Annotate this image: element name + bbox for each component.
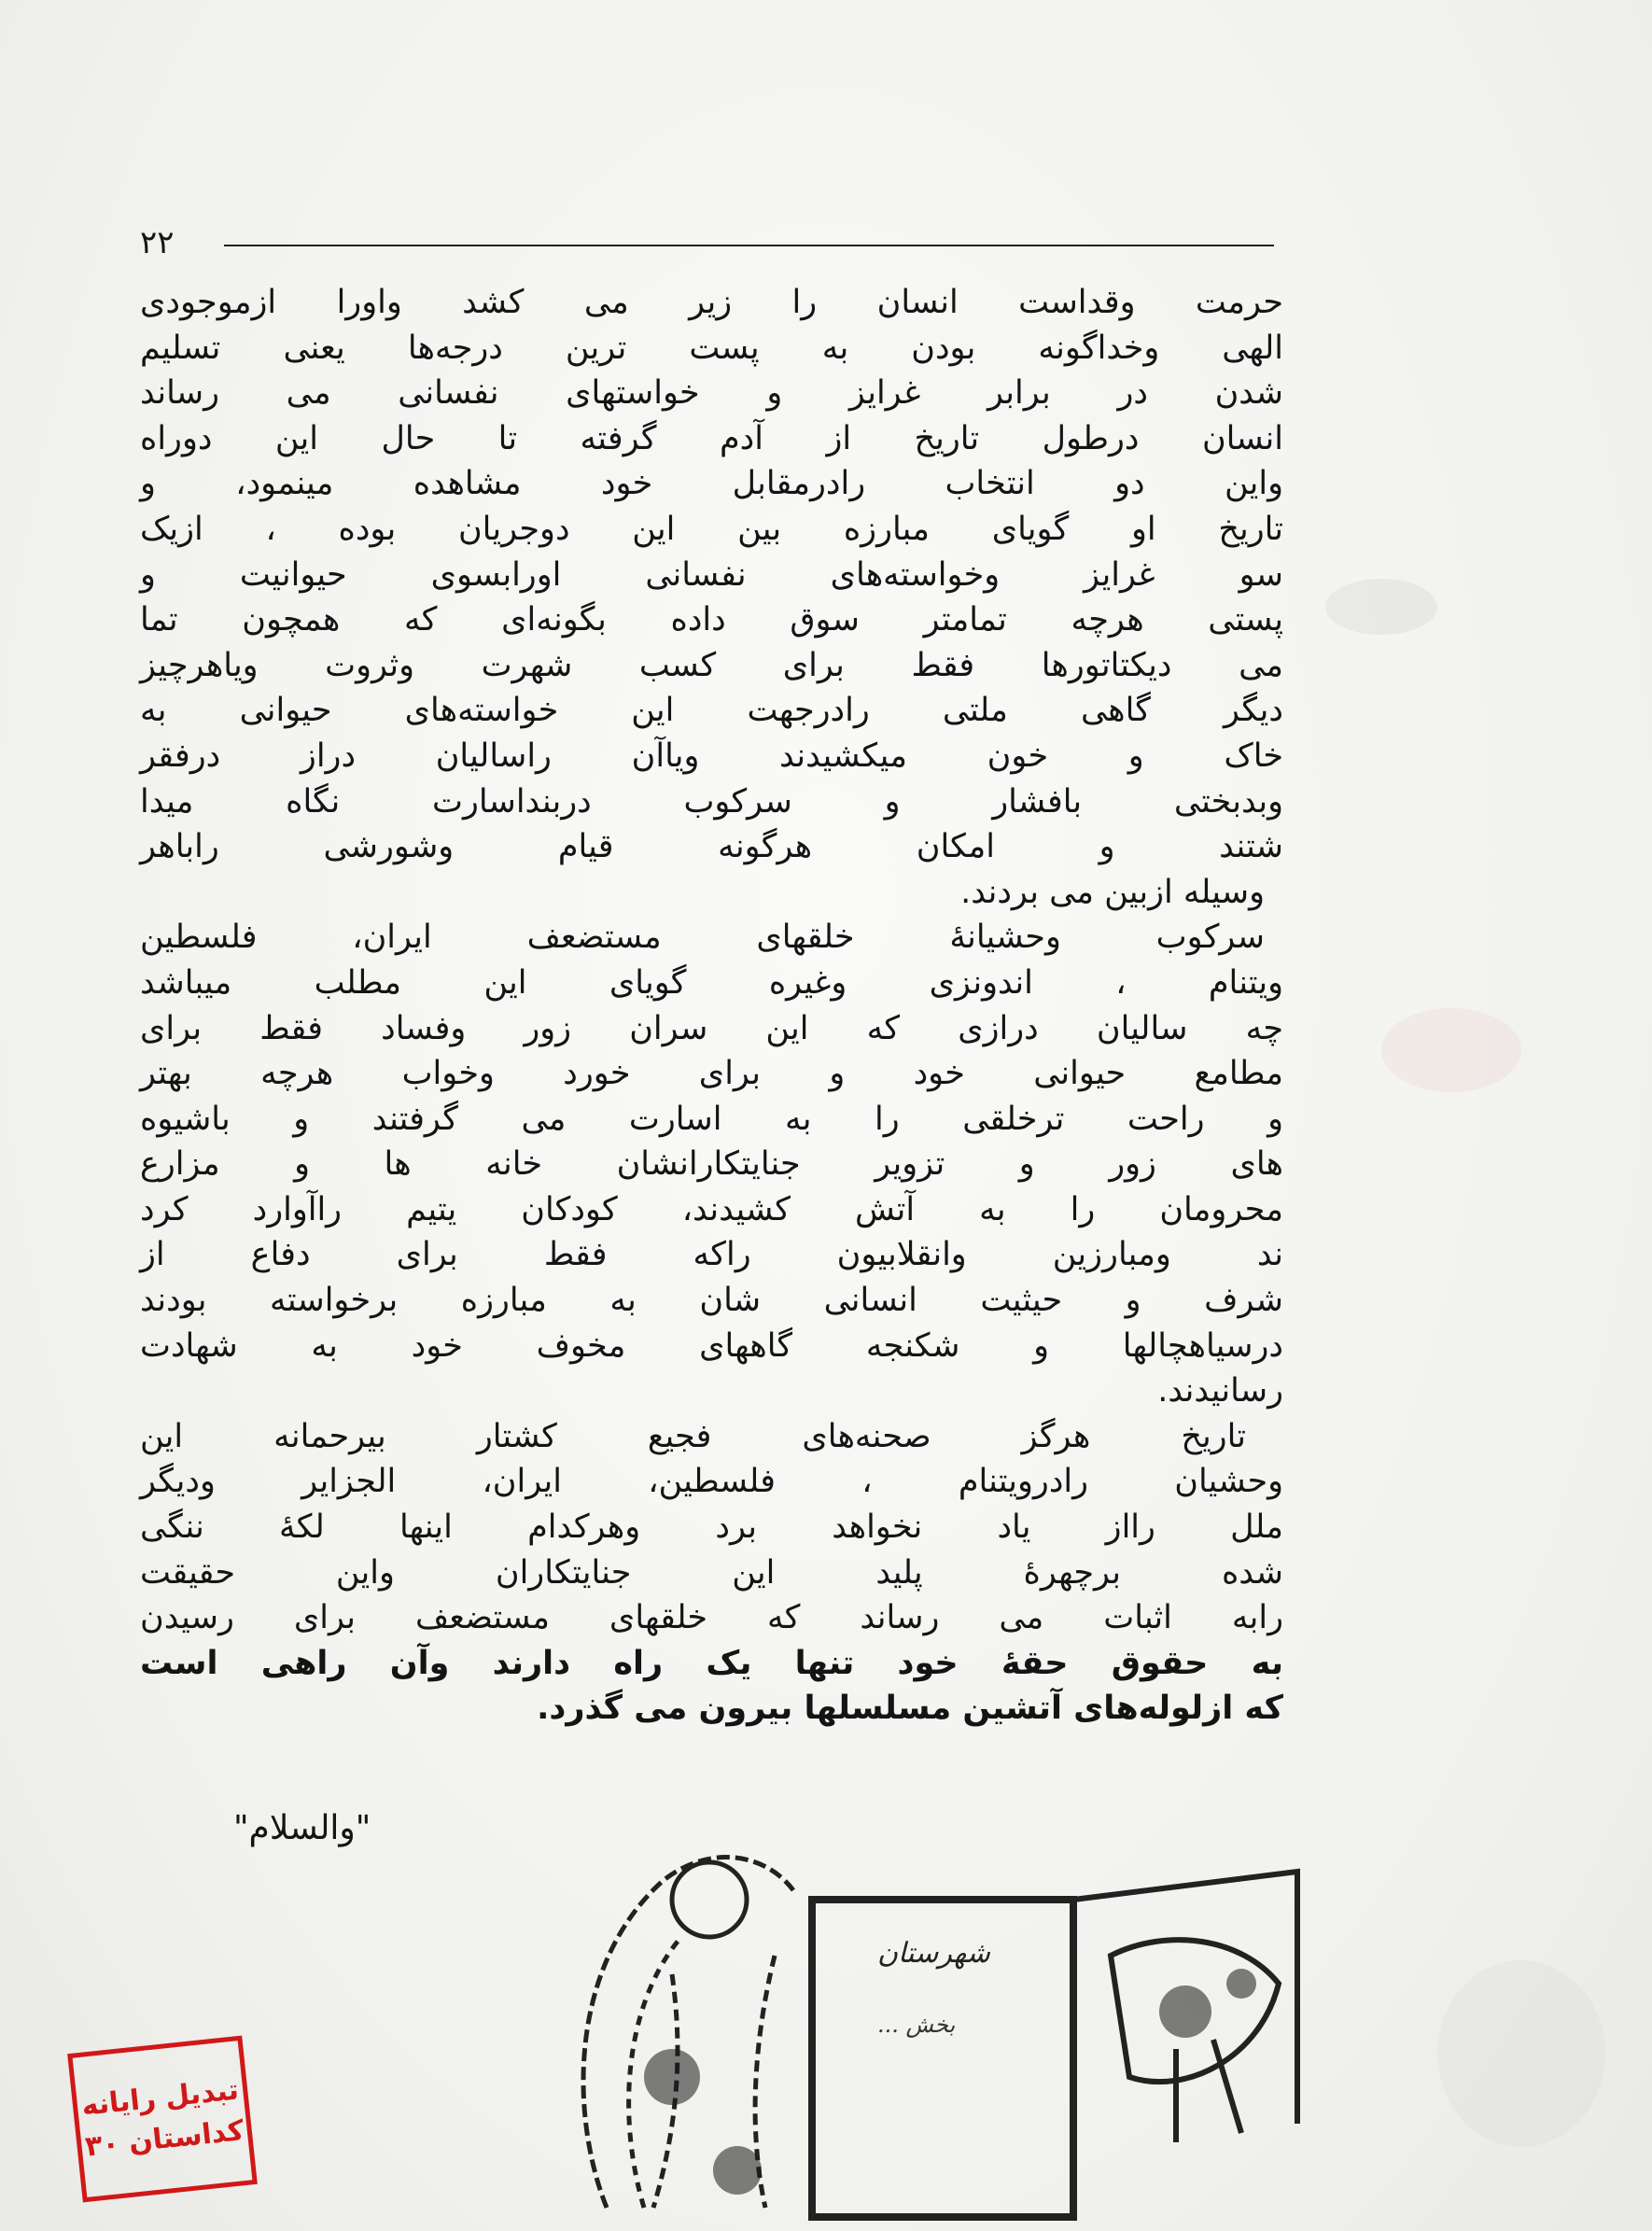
stamp-line: کداستان ۳۰ (83, 2114, 245, 2164)
text-line: وسیله ازبین می بردند. (960, 873, 1265, 911)
text-line: واین دو انتخاب رادرمقابل خود مشاهده مینمود، و (140, 465, 1283, 503)
scan-smudge (1381, 1008, 1521, 1092)
text-line: دیگر گاهی ملتی رادرجهت این خواسته‌های حیوانی به (140, 692, 1283, 730)
paragraph (140, 1414, 1283, 1732)
text-line: سرکوب وحشیانهٔ خلقهای مستضعف ایران، فلسطین (140, 919, 1265, 957)
text-line: می دیکتاتورها فقط برای کسب شهرت وثروت ویاهرچیز (140, 646, 1283, 684)
text-line: ند ومبارزین وانقلابیون راکه فقط برای دفاع از (140, 1236, 1283, 1274)
text-line: وحشیان رادرویتنام ، فلسطین، ایران، الجزایر ودیگر (140, 1463, 1283, 1501)
text-line: شده برچهرهٔ پلید این جنایتکاران واین حقیقت (140, 1553, 1283, 1592)
text-line: حرمت وقداست انسان را زیر می کشد واورا ازموجودی (140, 284, 1283, 321)
text-line: تاریخ او گویای مبارزه بین این دوجریان بوده ، ازیک (140, 510, 1283, 548)
body-text (140, 280, 1283, 1732)
text-line: خاک و خون میکشیدند ویاآن راسالیان دراز درفقر (140, 737, 1283, 775)
text-line: انسان درطول تاریخ از آدم گرفته تا حال این دوراه (140, 419, 1283, 457)
text-line: های زور و تزویر جنایتکارانشان خانه ها و مزارع (140, 1145, 1283, 1184)
text-line: چه سالیان درازی که این سران زور وفساد فقط برای (140, 1009, 1283, 1047)
stamp-line: تبدیل رایانه (79, 2073, 241, 2123)
scan-smudge (1325, 579, 1437, 635)
text-line: محرومان را به آتش کشیدند، کودکان یتیم راآوارد کرد (140, 1190, 1283, 1228)
text-line: شرف و حیثیت انسانی شان به مبارزه برخواسته بودند (140, 1282, 1283, 1320)
text-line: رابه اثبات می رساند که خلقهای مستضعف برای رسیدن (140, 1599, 1283, 1637)
text-line: که ازلوله‌های آتشین مسلسلها بیرون می گذرد. (537, 1690, 1283, 1728)
text-line: ویتنام ، اندونزی وغیره گویای این مطلب میباشد (140, 963, 1283, 1002)
seal-subtext: بخش ... (877, 2012, 956, 2038)
page-number: ۲۲ (140, 224, 175, 261)
text-line: رسانیدند. (1157, 1372, 1283, 1410)
text-line: سو غرایز وخواسته‌های نفسانی اورابسوی حیوانیت و (140, 555, 1283, 594)
paragraph (140, 280, 1283, 915)
header-rule (224, 245, 1274, 246)
text-line: پستی هرچه تمامتر سوق داده بگونه‌ای که همچون تما (140, 601, 1283, 639)
text-line: ملل رااز یاد نخواهد برد وهرکدام اینها لکهٔ ننگی (140, 1508, 1283, 1547)
text-line: شدن در برابر غرایز و خواستهای نفسانی می رساند (140, 374, 1283, 413)
text-line: وبدبختی بافشار و سرکوب دربنداسارت نگاه میدا (140, 782, 1283, 821)
text-line: درسیاهچالها و شکنجه گاههای مخوف خود به شهادت (140, 1326, 1283, 1365)
text-line: به حقوق حقهٔ خود تنها یک راه دارند وآن راهی است (140, 1644, 1283, 1682)
paragraph (140, 915, 1283, 1414)
text-line: مطامع حیوانی خود و برای خورد وخواب هرچه بهتر (140, 1055, 1283, 1093)
text-line: تاریخ هرگز صحنه‌های فجیع کشتار بیرحمانه این (140, 1417, 1246, 1455)
text-line: شتند و امکان هرگونه قیام وشورشی راباهر (140, 828, 1283, 866)
scan-smudge (1437, 1960, 1605, 2147)
text-line: و راحت ترخلقی را به اسارت می گرفتند و باشیوه (140, 1100, 1283, 1138)
text-line: الهی وخداگونه بودن به پست ترین درجه‌ها یعنی تسلیم (140, 329, 1283, 367)
closing-salutation: "والسلام" (233, 1809, 371, 1847)
red-stamp (67, 2036, 258, 2203)
seal-text: شهرستان (877, 1937, 990, 1970)
